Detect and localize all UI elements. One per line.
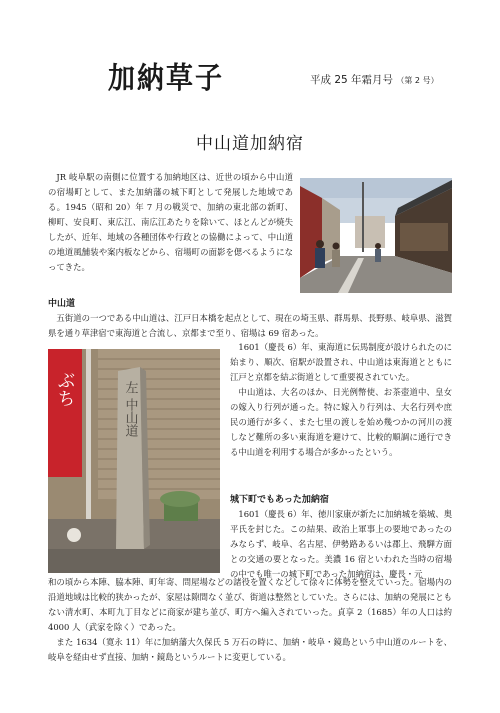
issue-main: 平成 25 年霜月号 — [310, 74, 394, 86]
banner-text: ぶち — [54, 371, 76, 407]
section1-block — [48, 311, 452, 341]
section1-paragraph-1: 五街道の一つである中山道は、江戸日本橋を起点として、現在の埼玉県、群馬県、長野県、岐阜県、滋賀県を通り草津宿で東海道と合流し、京都まで至り、宿場は 69 宿あった。 — [48, 313, 452, 338]
intro-block — [48, 170, 293, 275]
street-photo — [300, 178, 452, 293]
section1-right-column — [230, 340, 452, 460]
section1-paragraph-3: 中山道は、大名のほか、日光例幣使、お茶壺道中、皇女の嫁入り行列が通った。特に嫁入り行列は、大名行列や庶民の通行が多く、また七里の渡しを始め幾つかの河川の渡しなど難所の多い東海道を避けて、比較的順調に通行できる中山道を利用する場合が多かったという。 — [230, 387, 452, 457]
section-heading-nakasendo: 中山道 — [48, 299, 76, 309]
stone-inscription: 左 中山道 — [122, 380, 138, 438]
issue-label — [310, 72, 439, 87]
section1-paragraph-2: 1601（慶長 6）年、東海道に伝馬制度が設けられたのに始まり、順次、宿駅が設置され、中山道は東海道とともに江戸と京都を結ぶ街道として重要視されていた。 — [230, 342, 452, 382]
page-title: 中山道加納宿 — [196, 134, 304, 154]
street-photo-illustration — [300, 178, 452, 293]
section-heading-castle-town: 城下町でもあった加納宿 — [230, 495, 329, 505]
section2-paragraph-1a: 1601（慶長 6）年、徳川家康が新たに加納城を築城、奥平氏を封じた。この結果、政治上軍事上の要地であったのみならず、岐阜、名古屋、伊勢路あるいは郡上、飛騨方面との交通の要となった。美濃 16 宿といわれた当時の宿場の中でも唯一の城下町であった加納宿は、慶長・元 — [230, 509, 452, 579]
stone-marker-illustration — [48, 349, 220, 573]
issue-sub: （第 2 号） — [396, 76, 439, 85]
section2-narrow-block — [230, 507, 452, 582]
stone-marker-photo — [48, 349, 220, 573]
newsletter-logo: 加納草子 — [108, 61, 224, 96]
intro-paragraph: JR 岐阜駅の南側に位置する加納地区は、近世の頃から中山道の宿場町として、また加納藩の城下町として発展した地域である。1945（昭和 20）年 7 月の戦災で、加納の東北部の新町、柳町、安良町、東広江、南広江あたりを除いて、ほとんどが焼失したが、近年、地域の各種団体や行政との協働によって、中山道の地道風舗装や案内板などから、宿場町の面影を偲べるようになってきた。 — [48, 172, 293, 272]
section2-paragraph-2: また 1634（寛永 11）年に加納藩大久保氏 5 万石の時に、加納・岐阜・鏡島という中山道のルートを、岐阜を経由せず直接、加納・鏡島というルートに変更している。 — [48, 637, 452, 662]
section2-paragraph-1b: 和の頃から本陣、脇本陣、町年寄、問屋場などの諸役を置くなどして徐々に体勢を整えていった。宿場内の沿道地域は比較的狭かったが、家屋は隙間なく並び、街道は整然としていた。さらには、加納の発展にともない清水町、本町九丁目などに商家が建ち並び、町方へ編入されていった。貞享 2（1685）年の人口は約 4000 人（武家を除く）であった。 — [48, 577, 452, 632]
section2-wide-block — [48, 575, 452, 665]
